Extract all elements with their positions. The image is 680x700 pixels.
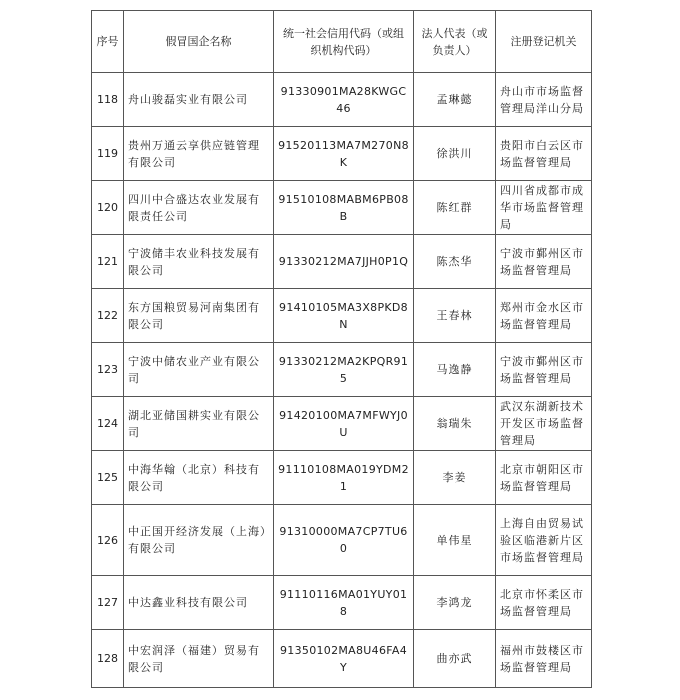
header-rep: 法人代表（或负责人） <box>414 11 496 73</box>
row-company-name: 中正国开经济发展（上海）有限公司 <box>124 505 274 576</box>
row-authority: 宁波市鄞州区市场监督管理局 <box>496 343 592 397</box>
table-row <box>92 235 592 289</box>
row-no: 119 <box>92 127 124 181</box>
row-no: 126 <box>92 505 124 576</box>
header-code: 统一社会信用代码（或组织机构代码） <box>274 11 414 73</box>
table-row <box>92 73 592 127</box>
row-credit-code: 91410105MA3X8PKD8N <box>274 289 414 343</box>
row-no: 122 <box>92 289 124 343</box>
row-credit-code: 91310000MA7CP7TU60 <box>274 505 414 576</box>
row-company-name: 宁波储丰农业科技发展有限公司 <box>124 235 274 289</box>
table-row <box>92 505 592 576</box>
row-no: 128 <box>92 630 124 688</box>
table-row <box>92 630 592 688</box>
row-credit-code: 91520113MA7M270N8K <box>274 127 414 181</box>
table-row <box>92 181 592 235</box>
row-legal-rep: 李姜 <box>414 451 496 505</box>
row-credit-code: 91110108MA019YDM21 <box>274 451 414 505</box>
table-row <box>92 343 592 397</box>
row-company-name: 东方国粮贸易河南集团有限公司 <box>124 289 274 343</box>
row-credit-code: 91420100MA7MFWYJ0U <box>274 397 414 451</box>
row-legal-rep: 李鸿龙 <box>414 576 496 630</box>
row-credit-code: 91350102MA8U46FA4Y <box>274 630 414 688</box>
row-credit-code: 91330901MA28KWGC46 <box>274 73 414 127</box>
row-credit-code: 91510108MABM6PB08B <box>274 181 414 235</box>
row-authority: 舟山市市场监督管理局洋山分局 <box>496 73 592 127</box>
row-legal-rep: 孟琳懿 <box>414 73 496 127</box>
row-credit-code: 91330212MA2KPQR915 <box>274 343 414 397</box>
table-row <box>92 576 592 630</box>
row-company-name: 中宏润泽（福建）贸易有限公司 <box>124 630 274 688</box>
row-authority: 上海自由贸易试验区临港新片区市场监督管理局 <box>496 505 592 576</box>
row-company-name: 中海华翰（北京）科技有限公司 <box>124 451 274 505</box>
row-legal-rep: 陈杰华 <box>414 235 496 289</box>
row-authority: 武汉东湖新技术开发区市场监督管理局 <box>496 397 592 451</box>
row-company-name: 宁波中储农业产业有限公司 <box>124 343 274 397</box>
table-row <box>92 289 592 343</box>
row-no: 127 <box>92 576 124 630</box>
header-name: 假冒国企名称 <box>124 11 274 73</box>
row-authority: 四川省成都市成华市场监督管理局 <box>496 181 592 235</box>
row-no: 123 <box>92 343 124 397</box>
row-authority: 北京市朝阳区市场监督管理局 <box>496 451 592 505</box>
header-no: 序号 <box>92 11 124 73</box>
row-legal-rep: 陈红群 <box>414 181 496 235</box>
row-legal-rep: 马逸静 <box>414 343 496 397</box>
table-row <box>92 127 592 181</box>
header-authority: 注册登记机关 <box>496 11 592 73</box>
row-legal-rep: 曲亦武 <box>414 630 496 688</box>
row-no: 124 <box>92 397 124 451</box>
row-credit-code: 91110116MA01YUY018 <box>274 576 414 630</box>
row-credit-code: 91330212MA7JJH0P1Q <box>274 235 414 289</box>
row-authority: 贵阳市白云区市场监督管理局 <box>496 127 592 181</box>
row-company-name: 贵州万通云享供应链管理有限公司 <box>124 127 274 181</box>
row-legal-rep: 翁瑞朱 <box>414 397 496 451</box>
row-no: 121 <box>92 235 124 289</box>
row-company-name: 中达鑫业科技有限公司 <box>124 576 274 630</box>
row-no: 118 <box>92 73 124 127</box>
row-company-name: 四川中合盛达农业发展有限责任公司 <box>124 181 274 235</box>
row-authority: 郑州市金水区市场监督管理局 <box>496 289 592 343</box>
row-no: 125 <box>92 451 124 505</box>
row-no: 120 <box>92 181 124 235</box>
table-row <box>92 397 592 451</box>
row-company-name: 舟山骏磊实业有限公司 <box>124 73 274 127</box>
row-authority: 宁波市鄞州区市场监督管理局 <box>496 235 592 289</box>
row-authority: 北京市怀柔区市场监督管理局 <box>496 576 592 630</box>
row-authority: 福州市鼓楼区市场监督管理局 <box>496 630 592 688</box>
table-row <box>92 451 592 505</box>
table-header-row <box>92 11 592 73</box>
counterfeit-soe-table <box>91 10 592 688</box>
row-company-name: 湖北亚储国耕实业有限公司 <box>124 397 274 451</box>
row-legal-rep: 徐洪川 <box>414 127 496 181</box>
row-legal-rep: 王春林 <box>414 289 496 343</box>
row-legal-rep: 单伟星 <box>414 505 496 576</box>
